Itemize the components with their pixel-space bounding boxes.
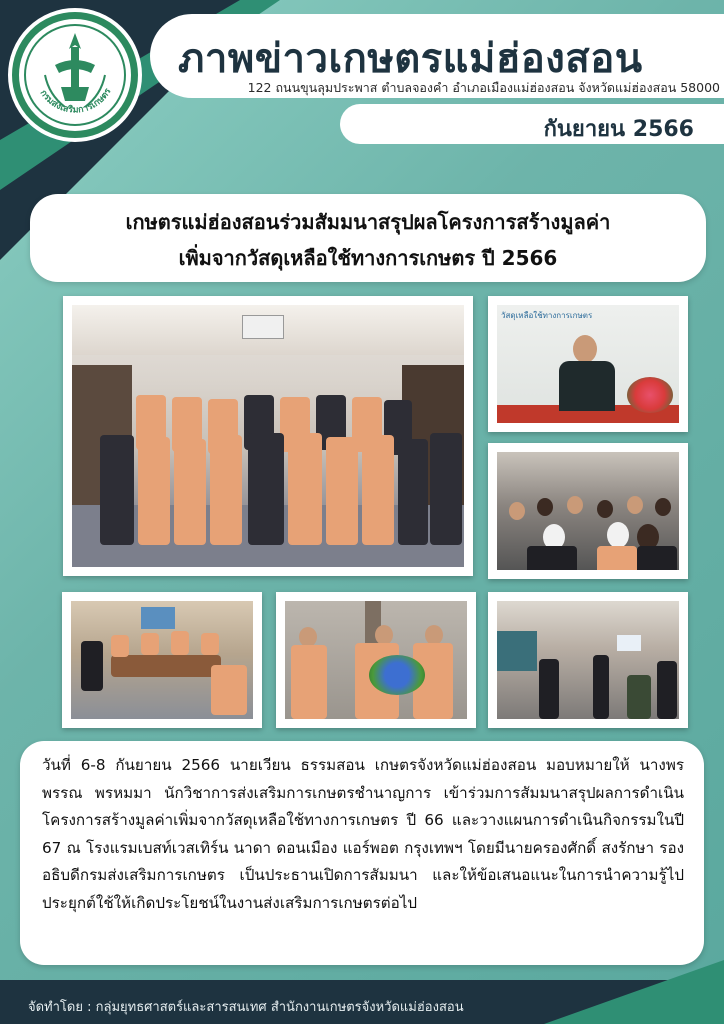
issue-date: กันยายน 2566	[543, 117, 694, 142]
photo-speaker	[488, 296, 688, 432]
footer-credit: จัดทำโดย : กลุ่มยุทธศาสตร์และสารสนเทศ สำนักงานเกษตรจังหวัดแม่ฮ่องสอน	[28, 1000, 464, 1015]
headline-line-1: เกษตรแม่ฮ่องสอนร่วมสัมมนาสรุปผลโครงการสร้างมูลค่า	[125, 210, 611, 234]
office-address: 122 ถนนขุนลุมประพาส ตำบลจองคำ อำเภอเมืองแม่ฮ่องสอน จังหวัดแม่ฮ่องสอน 58000	[247, 80, 720, 95]
photo-hall	[488, 592, 688, 728]
photo-group	[63, 296, 473, 576]
logo-text: กรมส่งเสริมการเกษตร	[37, 86, 114, 116]
banner-text: วัสดุเหลือใช้ทางการเกษตร	[501, 311, 593, 320]
department-logo	[8, 8, 142, 142]
photo-audience	[488, 443, 688, 579]
photo-presentation	[276, 592, 476, 728]
news-body-paragraph: วันที่ 6-8 กันยายน 2566 นายเวียน ธรรมสอน เกษตรจังหวัดแม่ฮ่องสอน มอบหมายให้ นางพรพรรณ พรหมมา นักวิชาการส่งเสริมการเกษตรชำนาญการ เข้าร่วมการสัมมนาสรุปผลการดำเนินโครงการสร้างมูลค่าเพิ่มจากวัสดุเหลือใช้ทางการเกษตร ปี 66 และวางแผนการดำเนินกิจกรรมในปี 67 ณ โรงแรมเบสท์เวสเทิร์น นาดา ดอนเมือง แอร์พอต กรุงเทพฯ โดยมีนายครองศักดิ์ สงรักษา รองอธิบดีกรมส่งเสริมการเกษตร เป็นประธานเปิดการสัมมนา และให้ข้อเสนอแนะในการนำความรู้ไปประยุกต์ใช้ให้เกิดประโยชน์ในงานส่งเสริมการเกษตรต่อไป	[42, 756, 684, 912]
headline-line-2: เพิ่มจากวัสดุเหลือใช้ทางการเกษตร ปี 2566	[178, 246, 558, 270]
photo-meeting-table	[62, 592, 262, 728]
logo-emblem-icon	[15, 15, 135, 135]
newsletter-title: ภาพข่าวเกษตรแม่ฮ่องสอน	[178, 36, 643, 82]
